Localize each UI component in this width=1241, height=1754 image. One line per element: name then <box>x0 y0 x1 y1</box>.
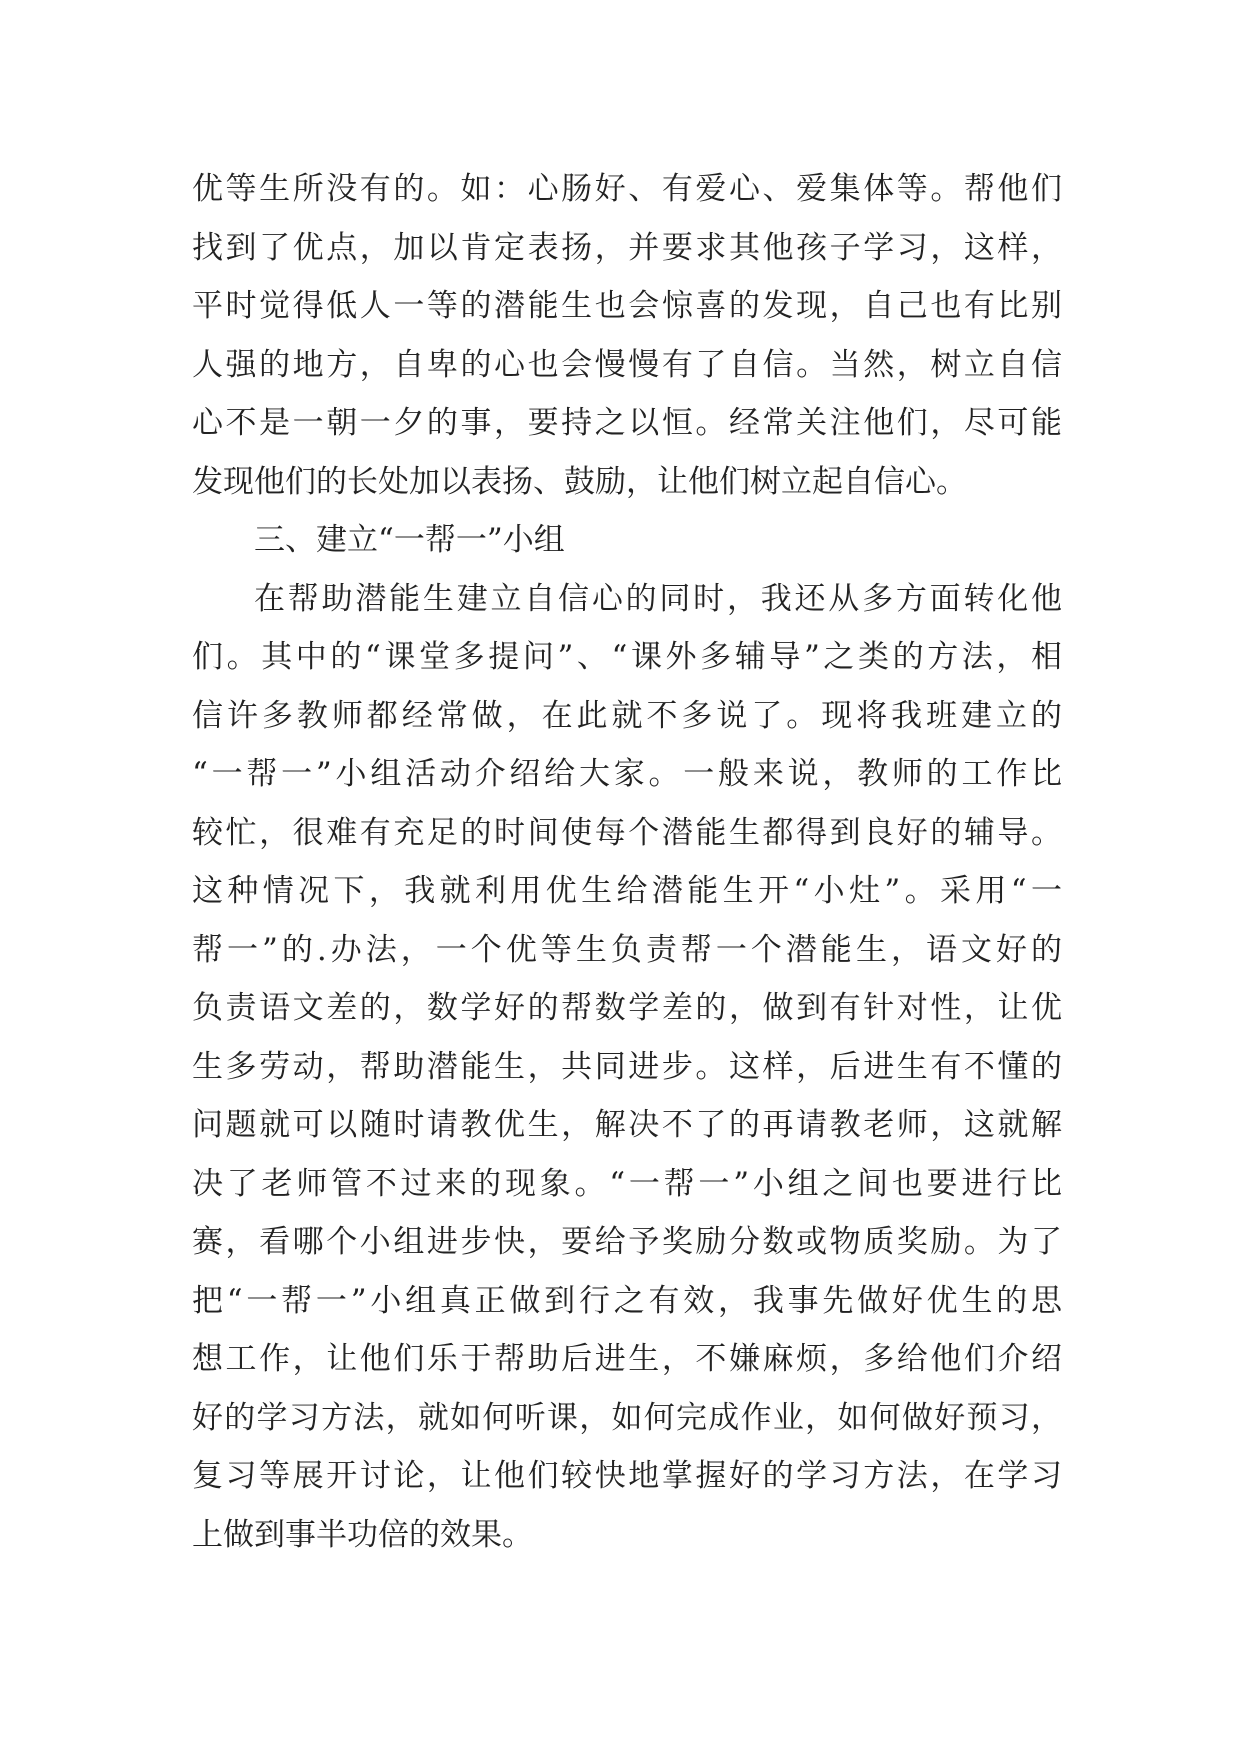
text-line: 们。其中的“课堂多提问”、“课外多辅导”之类的方法，相 <box>192 639 1062 675</box>
text-line: 把“一帮一”小组真正做到行之有效，我事先做好优生的思 <box>192 1282 1062 1319</box>
text-line: 上做到事半功倍的效果。 <box>192 1516 533 1553</box>
paragraph-first-line: 在帮助潜能生建立自信心的同时，我还从多方面转化他 <box>254 580 1062 617</box>
text-line: 平时觉得低人一等的潜能生也会惊喜的发现，自己也有比别 <box>192 288 1062 324</box>
text-line: 决了老师管不过来的现象。“一帮一”小组之间也要进行比 <box>192 1165 1062 1202</box>
section-heading: 三、建立“一帮一”小组 <box>254 522 565 558</box>
text-line: 负责语文差的，数学好的帮数学差的，做到有针对性，让优 <box>192 990 1062 1026</box>
text-line: 生多劳动，帮助潜能生，共同进步。这样，后进生有不懂的 <box>192 1048 1062 1085</box>
text-line: 优等生所没有的。如：心肠好、有爱心、爱集体等。帮他们 <box>192 171 1062 207</box>
text-line: 找到了优点，加以肯定表扬，并要求其他孩子学习，这样， <box>192 229 1062 266</box>
text-line: 这种情况下，我就利用优生给潜能生开“小灶”。采用“一 <box>192 873 1062 909</box>
text-line: 信许多教师都经常做，在此就不多说了。现将我班建立的 <box>192 697 1062 734</box>
text-line: 较忙，很难有充足的时间使每个潜能生都得到良好的辅导。 <box>192 814 1062 851</box>
body-text <box>192 160 1062 1564</box>
text-line: 复习等展开讨论，让他们较快地掌握好的学习方法，在学习 <box>192 1458 1062 1494</box>
text-line: 心不是一朝一夕的事，要持之以恒。经常关注他们，尽可能 <box>192 405 1062 441</box>
text-line: 发现他们的长处加以表扬、鼓励，让他们树立起自信心。 <box>192 463 967 500</box>
text-line: 人强的地方，自卑的心也会慢慢有了自信。当然，树立自信 <box>192 346 1062 383</box>
text-line: 想工作，让他们乐于帮助后进生，不嫌麻烦，多给他们介绍 <box>192 1341 1062 1377</box>
text-line: 好的学习方法，就如何听课，如何完成作业，如何做好预习， <box>192 1399 1062 1436</box>
text-line: 问题就可以随时请教优生，解决不了的再请教老师，这就解 <box>192 1107 1062 1143</box>
text-line: 赛，看哪个小组进步快，要给予奖励分数或物质奖励。为了 <box>192 1224 1062 1260</box>
text-line: 帮一”的.办法，一个优等生负责帮一个潜能生，语文好的 <box>192 931 1062 968</box>
text-line: “一帮一”小组活动介绍给大家。一般来说，教师的工作比 <box>192 756 1062 792</box>
